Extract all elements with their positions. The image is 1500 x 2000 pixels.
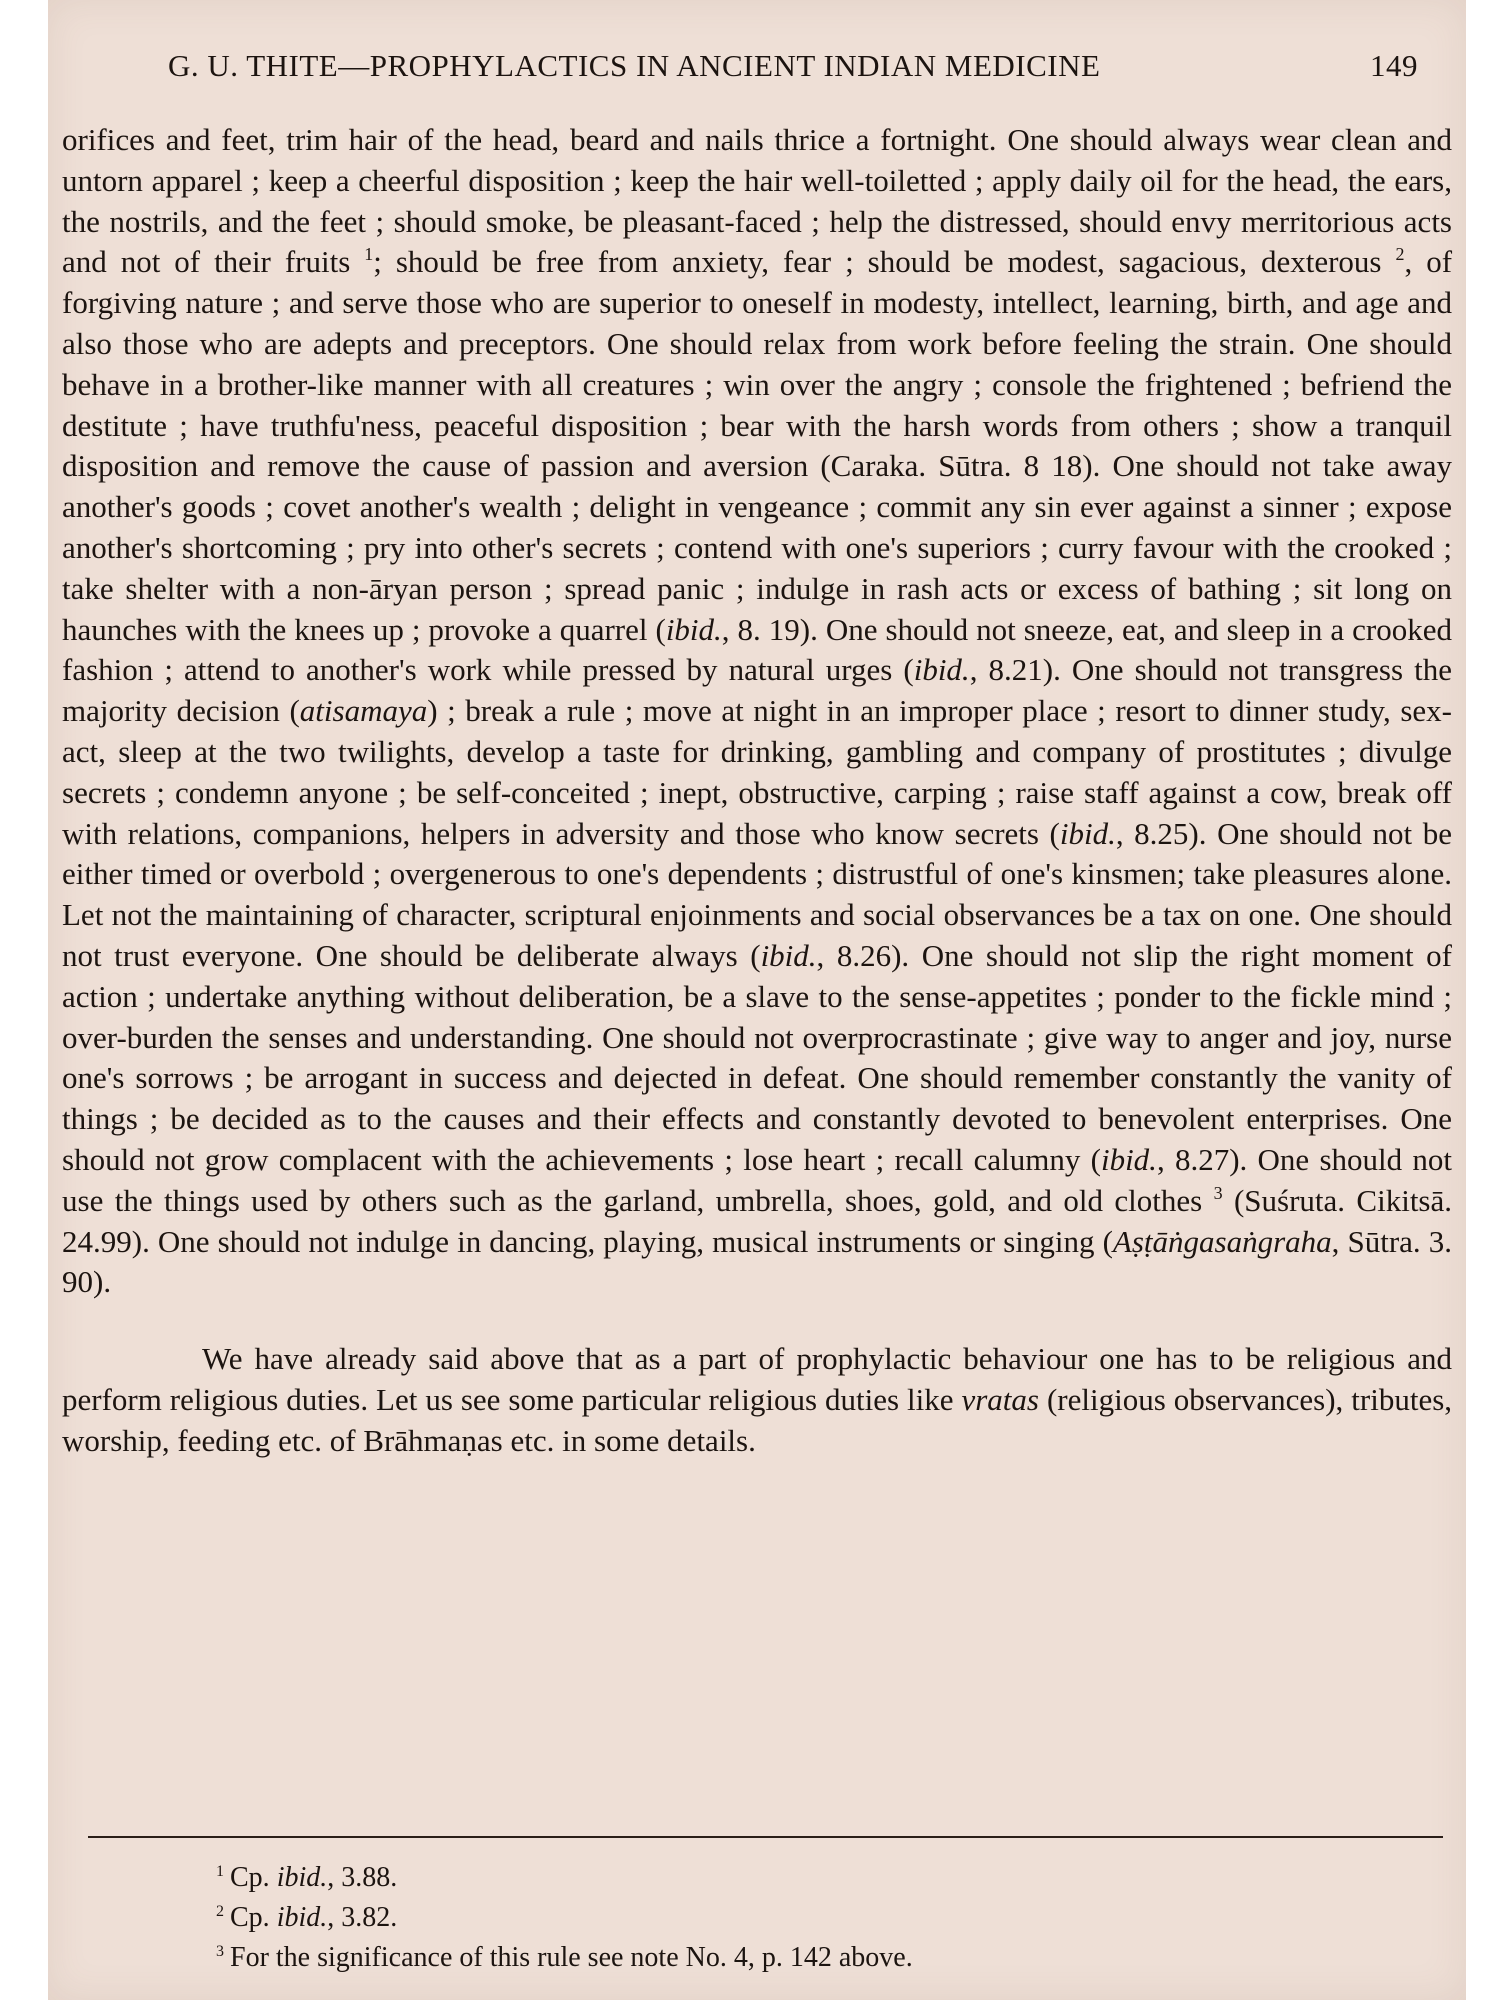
footnote-text: , 3.88. [327,1862,398,1893]
footnote-mark: 1 [216,1863,224,1880]
text-run: orifices and feet, trim hair of the head, beard and nails thrice a fortnight. One should always wear clean and untorn apparel ; keep a cheerful disposition ; keep the hair well-toiletted ; apply daily oil for the head, the ears, the nostrils, and the feet ; should smoke, be pleasant-faced ; help the distressed, should envy merritorious acts and not of their fruits [62,122,1452,280]
italic-term: atisamaya [299,693,428,729]
footnote-divider [88,1836,1443,1838]
text-run: We have already said above that as a part of prophylactic behaviour one has to be religious and perform religious duties. Let us see some particular religious duties like [62,1341,1452,1417]
footnote-ref-1: 1 [364,244,374,265]
italic-term: vratas [961,1381,1039,1417]
running-header [168,48,1418,84]
text-run: , of forgiving nature ; and serve those who are superior to oneself in modesty, intellect, learning, birth, and age and also those who are adepts and preceptors. One should relax from work before feeling the strain. One should behave in a brother-like manner with all creatures ; win over the angry ; console the frightened ; befriend the destitute ; have truthfu'ness, peaceful disposition ; bear with the harsh words from others ; show a tranquil disposition and remove the cause of passion and aversion (Caraka. Sūtra. 8 18). One should not take away another's goods ; covet another's wealth ; delight in vengeance ; commit any sin ever against a sinner ; expose another's shortcoming ; pry into other's secrets ; contend with one's superiors ; curry favour with the crooked ; take shelter with a non-āryan person ; spread panic ; indulge in rash acts or excess of bathing ; sit long on haunches with the knees up ; provoke a quarrel ( [62,244,1453,647]
text-run: , Sūtra. 3. 90). [62,1223,1452,1300]
footnote-3 [216,1938,1416,1978]
footnotes [216,1858,1416,1978]
running-title: G. U. THITE—PROPHYLACTICS IN ANCIENT INDIAN MEDICINE [168,48,1101,83]
body-text [62,120,1452,1462]
footnote-ref-2: 2 [1395,244,1405,265]
footnote-mark: 2 [216,1903,224,1920]
italic-ibid: ibid. [276,1902,328,1933]
text-run: , 8.21). One should not transgress the majority decision ( [62,652,1452,729]
footnote-ref-3: 3 [1213,1182,1223,1203]
footnote-text: Cp. [230,1902,270,1933]
text-run: (Suśruta. Cikitsā. 24.99). One should not indulge in dancing, playing, musical instruments or singing ( [62,1182,1452,1259]
italic-ibid: ibid. [1059,815,1116,851]
footnote-text: , 3.82. [327,1902,398,1933]
italic-ibid: ibid. [665,611,722,647]
footnote-text: For the significance of this rule see note No. 4, p. 142 above. [230,1942,913,1973]
text-run: , 8. 19). One should not sneeze, eat, and sleep in a crooked fashion ; attend to another's work while pressed by natural urges ( [62,611,1452,688]
footnote-text: Cp. [230,1862,270,1893]
footnote-1 [216,1858,1416,1898]
page-scan [48,0,1466,2000]
italic-ibid: ibid. [1100,1141,1157,1177]
italic-title: Aṣṭāṅgasaṅgraha [1112,1223,1332,1259]
italic-ibid: ibid. [913,652,970,688]
text-run: , 8.26). One should not slip the right moment of action ; undertake anything without deliberation, be a slave to the sense-appetites ; ponder to the fickle mind ; over-burden the senses and understanding. One should not overprocrastinate ; give way to anger and joy, nurse one's sorrows ; be arrogant in success and dejected in defeat. One should remember constantly the vanity of things ; be decided as to the causes and their effects and constantly devoted to benevolent enterprises. One should not grow complacent with the achievements ; lose heart ; recall calumny ( [62,937,1453,1177]
page-number: 149 [1370,48,1418,83]
text-run: , 8.25). One should not be either timed or overbold ; overgenerous to one's dependents ; distrustful of one's kinsmen; take pleasures alone. Let not the maintaining of character, scriptural enjoinments and social observances be a tax on one. One should not trust everyone. One should be deliberate always ( [62,815,1452,973]
text-run: (religious observances), tributes, worship, feeding etc. of Brāhmaṇas etc. in some details. [62,1381,1453,1458]
footnote-2 [216,1898,1416,1938]
italic-ibid: ibid. [760,937,817,973]
text-run: ; should be free from anxiety, fear ; should be modest, sagacious, dexterous [373,244,1382,280]
text-run: ) ; break a rule ; move at night in an improper place ; resort to dinner study, sex-act, sleep at the two twilights, develop a taste for drinking, gambling and company of prostitutes ; divulge secrets ; condemn anyone ; be self-conceited ; inept, obstructive, carping ; raise staff against a cow, break off with relations, companions, helpers in adversity and those who know secrets ( [62,693,1452,851]
italic-ibid: ibid. [276,1862,328,1893]
paragraph-1 [62,120,1452,1303]
text-run: , 8.27). One should not use the things used by others such as the garland, umbrella, shoes, gold, and old clothes [62,1141,1452,1218]
footnote-mark: 3 [216,1943,224,1960]
paragraph-2 [62,1339,1452,1461]
